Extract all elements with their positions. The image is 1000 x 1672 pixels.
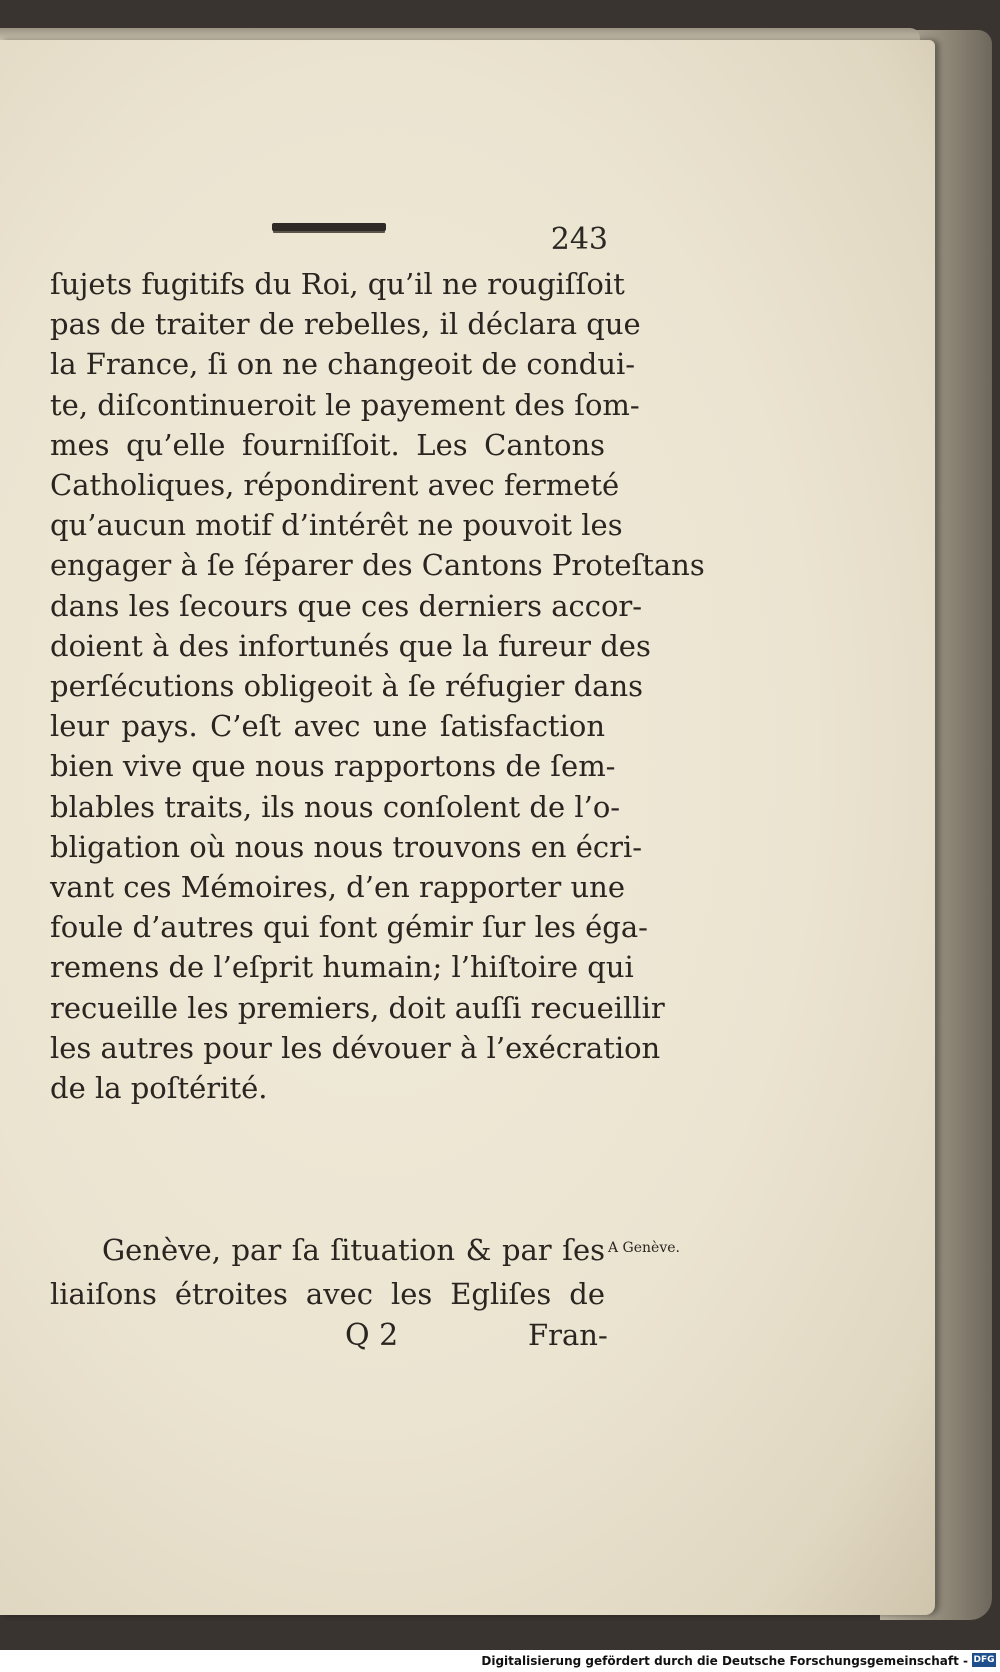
catchword: Fran- — [528, 1318, 608, 1352]
text-line: ſujets fugitifs du Roi, qu’il ne rougiſſoit — [50, 267, 625, 301]
margin-note: A Genève. — [608, 1240, 680, 1256]
page-number: 243 — [550, 222, 608, 257]
text-line: foule d’autres qui font gémir ſur les éga- — [50, 910, 648, 945]
text-line: engager à ſe ſéparer des Cantons Proteſtans — [50, 548, 705, 583]
text-line: dans les ſecours que ces derniers accor- — [50, 588, 643, 623]
text-line: blables traits, ils nous conſolent de l’o- — [50, 789, 621, 824]
signature-mark: Q 2 — [345, 1318, 399, 1353]
text-line: liaiſons étroites avec les Egliſes de — [50, 1277, 605, 1311]
text-line: perſécutions obligeoit à ſe réfugier dans — [50, 669, 644, 704]
text-line: mes qu’elle fourniſſoit. Les Cantons — [50, 427, 605, 462]
footer-credit: Digitalisierung gefördert durch die Deutsche Forschungsgemeinschaft - — [481, 1654, 968, 1668]
text-line: te, diſcontinueroit le payement des ſom- — [50, 387, 640, 422]
main-paragraph — [50, 264, 705, 1108]
header-ornament-rule — [272, 223, 386, 231]
text-line: les autres pour les dévouer à l’exécration — [50, 1030, 661, 1065]
text-line: bligation où nous nous trouvons en écri- — [50, 829, 643, 864]
text-line: bien vive que nous rapportons de ſem- — [50, 749, 616, 784]
text-line: doient à des infortunés que la fureur des — [50, 628, 651, 663]
text-line: la France, ſi on ne changeoit de condui- — [50, 347, 636, 382]
text-line: Genève, par ſa ſituation & par ſes — [102, 1233, 605, 1267]
text-line: leur pays. C’eſt avec une ſatisfaction — [50, 709, 605, 744]
text-line: Catholiques, répondirent avec fermeté — [50, 468, 620, 503]
text-line: de la poſtérité. — [50, 1071, 268, 1106]
second-paragraph — [50, 1228, 605, 1316]
text-line: vant ces Mémoires, d’en rapporter une — [50, 870, 626, 905]
text-line: qu’aucun motif d’intérêt ne pouvoit les — [50, 508, 623, 543]
text-line: recueille les premiers, doit auſſi recueillir — [50, 990, 665, 1025]
text-line: pas de traiter de rebelles, il déclara que — [50, 307, 641, 342]
dfg-logo: DFG — [973, 1655, 995, 1665]
text-line: remens de l’eſprit humain; l’hiſtoire qui — [50, 950, 634, 985]
